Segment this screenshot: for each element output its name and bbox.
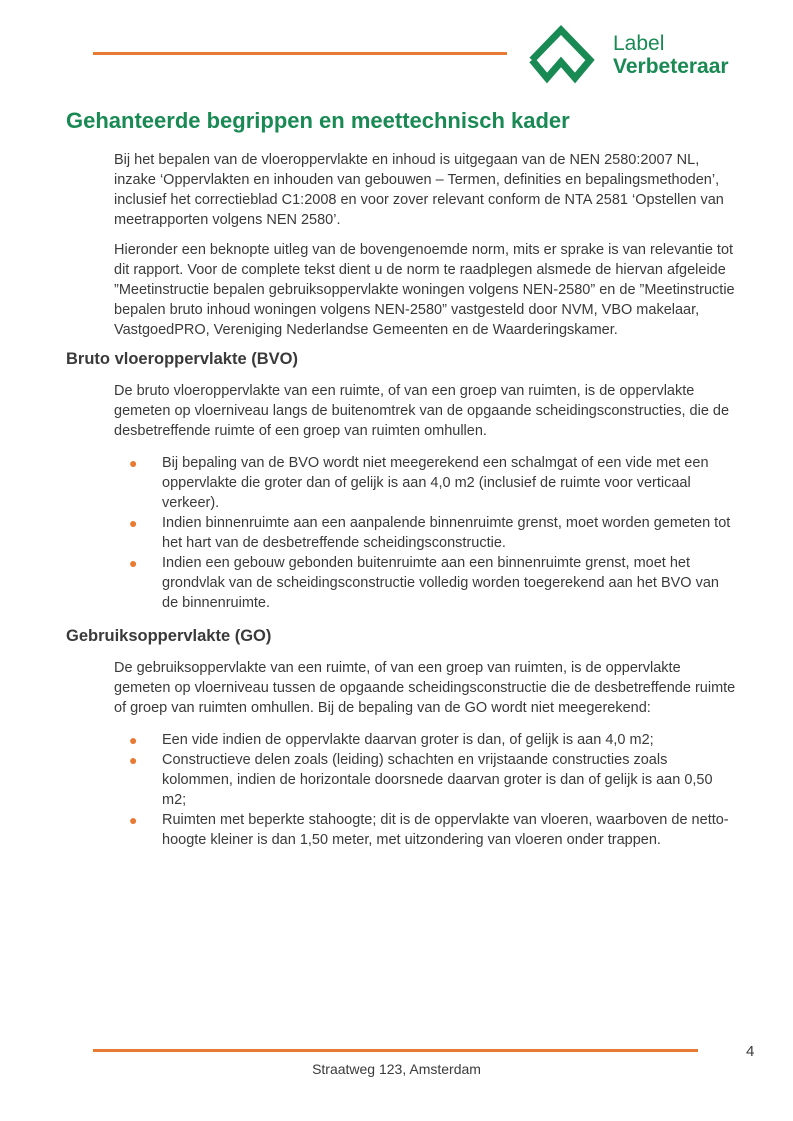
footer-address: Straatweg 123, Amsterdam [312,1061,481,1077]
intro-paragraph-2: Hieronder een beknopte uitleg van de bovengenoemde norm, mits er sprake is van relevantie tot dit rapport. Voor de complete tekst dient u de norm te raadplegen alsmede de hiervan afgeleide ”Meetinstructie bepalen gebruiksoppervlakte woningen volgens NEN-2580” en de ”Meetinstructie bepalen bruto inhoud woningen volgens NEN-2580” vastgesteld door NVM, VBO makelaar, VastgoedPRO, Vereniging Nederlandse Gemeenten en de Waarderingskamer. [114,242,735,338]
bullet-dot-icon: ● [129,752,138,768]
list-item [129,810,736,850]
list-item-text: Bij bepaling van de BVO wordt niet meegerekend een schalmgat of een vide met een oppervlakte die groter dan of gelijk is aan 4,0 m2 (inclusief de ruimte voor verticaal verkeer). [162,455,709,511]
main-content [66,150,736,850]
section-heading-go: Gebruiksoppervlakte (GO) [66,627,272,645]
list-item [129,730,736,750]
list-item [129,553,736,613]
list-item [129,453,736,513]
bullet-dot-icon: ● [129,515,138,531]
brand-logo [527,22,767,88]
footer-rule [93,1049,698,1052]
list-item-text: Indien binnenruimte aan een aanpalende binnenruimte grenst, moet worden gemeten tot het hart van de desbetreffende scheidingsconstructie. [162,515,731,551]
list-item [129,750,736,810]
section-heading-bvo: Bruto vloeroppervlakte (BVO) [66,350,298,368]
page-number: 4 [746,1043,755,1060]
go-bullet-list [66,730,736,850]
bullet-dot-icon: ● [129,812,138,828]
list-item-text: Indien een gebouw gebonden buitenruimte aan een binnenruimte grenst, moet het grondvlak van de scheidingsconstructie volledig worden toegerekend aan het BVO van de binnenruimte. [162,555,719,611]
logo-text-verbeteraar: Verbeteraar [613,55,729,78]
page-title: Gehanteerde begrippen en meettechnisch kader [66,108,570,133]
intro-paragraph-1: Bij het bepalen van de vloeroppervlakte en inhoud is uitgegaan van de NEN 2580:2007 NL, inzake ‘Oppervlakten en inhouden van gebouwen – Termen, definities en bepalingsmethoden’, inclusief het correctieblad C1:2008 en voor zover relevant conform de NTA 2581 ‘Opstellen van meetrapporten volgens NEN 2580’. [114,152,724,228]
header-rule [93,52,507,55]
bvo-paragraph: De bruto vloeroppervlakte van een ruimte, of van een groep van ruimten, is de oppervlakte gemeten op vloerniveau langs de buitenomtrek van de opgaande scheidingsconstructies, die de desbetreffende ruimte of een groep van ruimten omhullen. [114,383,730,439]
bvo-bullet-list [66,453,736,613]
go-paragraph: De gebruiksoppervlakte van een ruimte, of van een groep van ruimten, is de oppervlakte gemeten op vloerniveau tussen de opgaande scheidingsconstructie die de desbetreffende ruimte of groep van ruimten omhullen. Bij de bepaling van de GO wordt niet meegerekend: [114,660,736,716]
house-roof-logo-icon [527,22,595,84]
bullet-dot-icon: ● [129,555,138,571]
list-item-text: Een vide indien de oppervlakte daarvan groter is dan, of gelijk is aan 4,0 m2; [162,732,654,748]
bullet-dot-icon: ● [129,455,138,471]
logo-text-label: Label [613,32,665,55]
bullet-dot-icon: ● [129,732,138,748]
list-item-text: Ruimten met beperkte stahoogte; dit is de oppervlakte van vloeren, waarboven de netto-hoogte kleiner is dan 1,50 meter, met uitzondering van vloeren onder trappen. [162,812,729,848]
list-item [129,513,736,553]
list-item-text: Constructieve delen zoals (leiding) schachten en vrijstaande constructies zoals kolommen, indien de horizontale doorsnede daarvan groter is dan of gelijk is aan 0,50 m2; [162,752,713,808]
